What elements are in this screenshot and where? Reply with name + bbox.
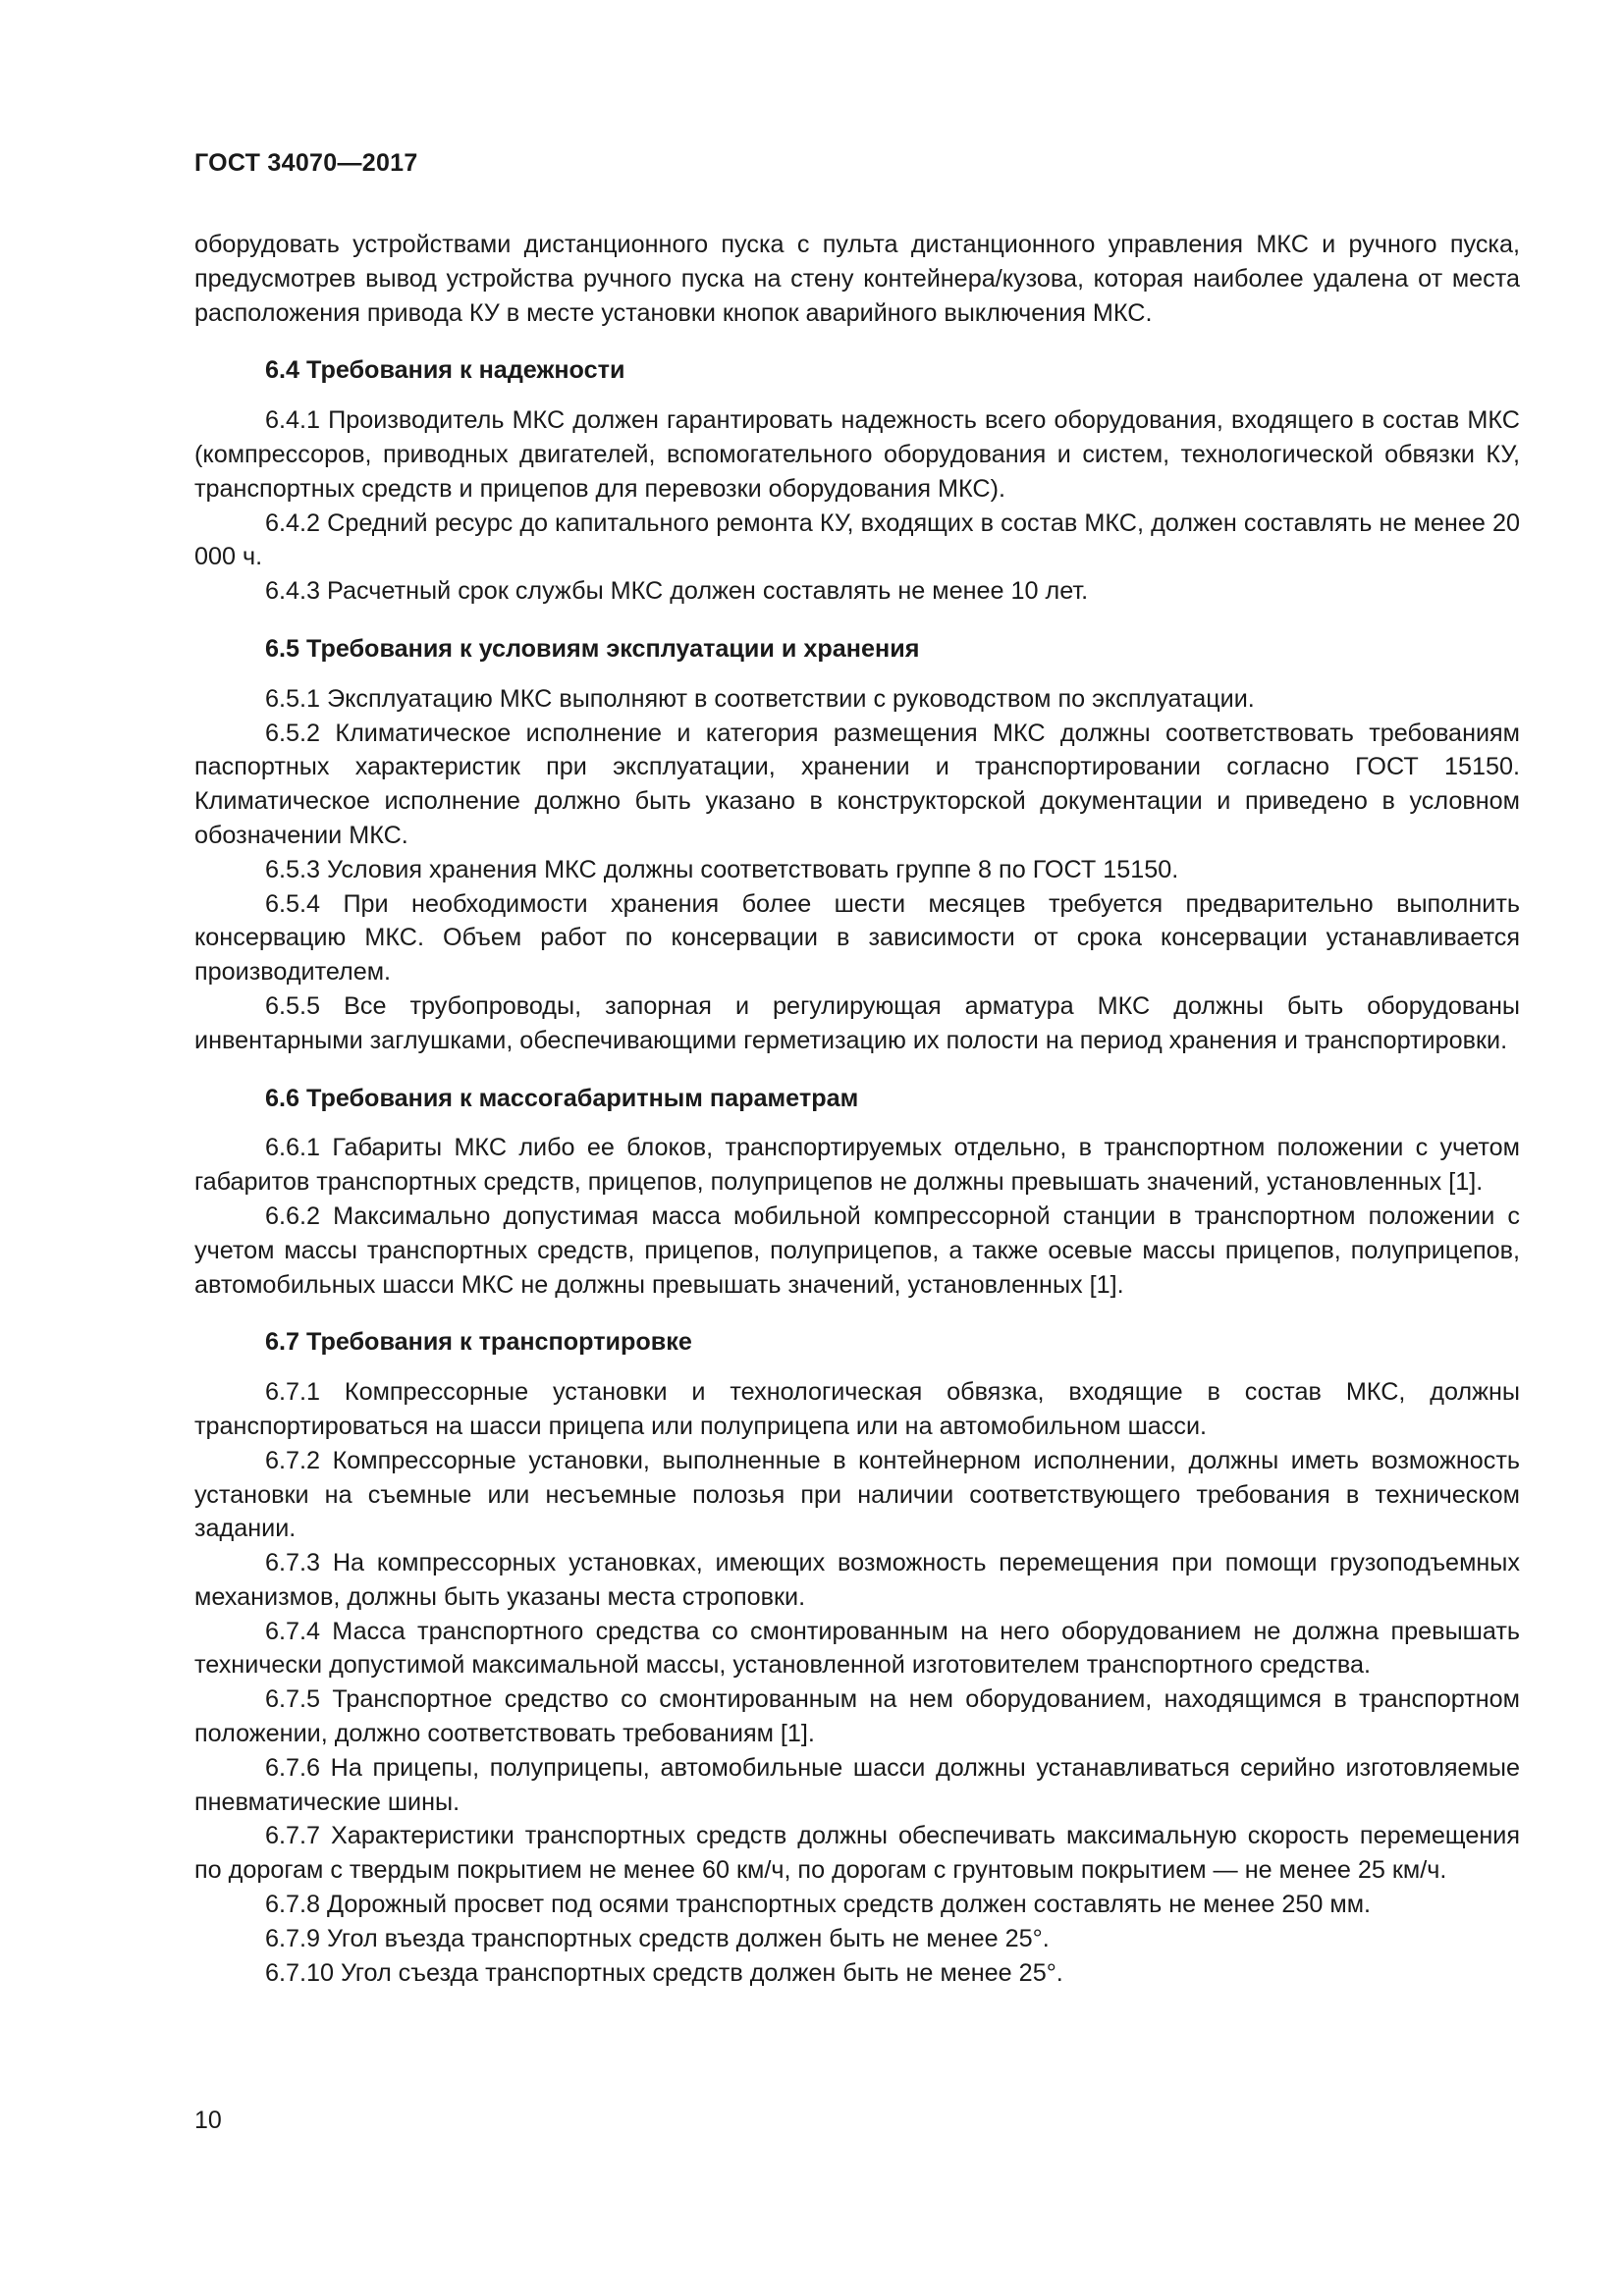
section-6-7 — [194, 1325, 1520, 1990]
paragraph-6-5-5: 6.5.5 Все трубопроводы, запорная и регулирующая арматура МКС должны быть оборудованы инвентарными заглушками, обеспечивающими герметизацию их полости на период хранения и транспортировки. — [194, 991, 1520, 1054]
paragraph-6-7-5: 6.7.5 Транспортное средство со смонтированным на нем оборудованием, находящимся в транспортном положении, должно соответствовать требованиям [1]. — [194, 1685, 1520, 1748]
paragraph-6-6-1: 6.6.1 Габариты МКС либо ее блоков, транспортируемых отдельно, в транспортном положении с учетом габаритов транспортных средств, прицепов, полуприцепов не должны превышать значений, установленных [1]. — [194, 1134, 1520, 1197]
paragraph-6-7-7: 6.7.7 Характеристики транспортных средств должны обеспечивать максимальную скорость перемещения по дорогам с твердым покрытием не менее 60 км/ч, по дорогам с грунтовым покрытием — не менее 25 км/ч. — [194, 1822, 1520, 1885]
paragraph-6-7-4: 6.7.4 Масса транспортного средства со смонтированным на него оборудованием не должна превышать технически допустимой максимальной массы, установленной изготовителем транспортного средства. — [194, 1617, 1520, 1680]
paragraph-6-7-1: 6.7.1 Компрессорные установки и технологическая обвязка, входящие в состав МКС, должны транспортироваться на шасси прицепа или полуприцепа или на автомобильном шасси. — [194, 1378, 1520, 1440]
paragraph-6-7-3: 6.7.3 На компрессорных установках, имеющих возможность перемещения при помощи грузоподъемных механизмов, должны быть указаны места строповки. — [194, 1549, 1520, 1611]
paragraph-6-4-2: 6.4.2 Средний ресурс до капитального ремонта КУ, входящих в состав МКС, должен составлять не менее 20 000 ч. — [194, 508, 1520, 571]
paragraph-6-4-1: 6.4.1 Производитель МКС должен гарантировать надежность всего оборудования, входящего в состав МКС (компрессоров, приводных двигателей, вспомогательного оборудования и систем, технологической обвязки КУ, транспортных средств и прицепов для перевозки оборудования МКС). — [194, 406, 1520, 503]
section-heading-6-7: 6.7 Требования к транспортировке — [265, 1328, 692, 1357]
paragraph-6-7-9: 6.7.9 Угол въезда транспортных средств должен быть не менее 25°. — [265, 1924, 1050, 1952]
paragraph-6-4-3: 6.4.3 Расчетный срок службы МКС должен составлять не менее 10 лет. — [265, 577, 1089, 606]
section-6-4 — [194, 353, 1520, 609]
paragraph-6-5-2: 6.5.2 Климатическое исполнение и категория размещения МКС должны соответствовать требованиям паспортных характеристик при эксплуатации, хранении и транспортировании согласно ГОСТ 15150. Климатическое исполнение должно быть указано в конструкторской документации и приведено в условном обозначении МКС. — [194, 719, 1520, 849]
document-body — [194, 228, 1520, 1990]
document-header: ГОСТ 34070—2017 — [194, 149, 418, 177]
section-6-5 — [194, 632, 1520, 1058]
section-heading-6-6: 6.6 Требования к массогабаритным параметрам — [265, 1084, 859, 1112]
page-number: 10 — [194, 2107, 222, 2134]
intro-paragraph: оборудовать устройствами дистанционного пуска с пульта дистанционного управления МКС и ручного пуска, предусмотрев вывод устройства ручного пуска на стену контейнера/кузова, которая наиболее удалена от места расположения привода КУ в месте установки кнопок аварийного выключения МКС. — [194, 231, 1520, 327]
paragraph-6-7-10: 6.7.10 Угол съезда транспортных средств должен быть не менее 25°. — [265, 1958, 1063, 1987]
paragraph-6-7-6: 6.7.6 На прицепы, полуприцепы, автомобильные шасси должны устанавливаться серийно изготовляемые пневматические шины. — [194, 1753, 1520, 1816]
paragraph-6-7-2: 6.7.2 Компрессорные установки, выполненные в контейнерном исполнении, должны иметь возможность установки на съемные или несъемные полозья при наличии соответствующего требования в техническом задании. — [194, 1446, 1520, 1543]
paragraph-6-7-8: 6.7.8 Дорожный просвет под осями транспортных средств должен составлять не менее 250 мм. — [265, 1891, 1372, 1919]
section-heading-6-4: 6.4 Требования к надежности — [265, 356, 625, 385]
paragraph-6-5-1: 6.5.1 Эксплуатацию МКС выполняют в соответствии с руководством по эксплуатации. — [265, 684, 1255, 713]
paragraph-6-5-4: 6.5.4 При необходимости хранения более шести месяцев требуется предварительно выполнить консервацию МКС. Объем работ по консервации в зависимости от срока консервации устанавливается производителем. — [194, 889, 1520, 987]
section-6-6 — [194, 1082, 1520, 1303]
section-heading-6-5: 6.5 Требования к условиям эксплуатации и хранения — [265, 634, 920, 663]
paragraph-6-5-3: 6.5.3 Условия хранения МКС должны соответствовать группе 8 по ГОСТ 15150. — [265, 855, 1179, 883]
paragraph-6-6-2: 6.6.2 Максимально допустимая масса мобильной компрессорной станции в транспортном положении с учетом массы транспортных средств, прицепов, полуприцепов, а также осевые массы прицепов, полуприцепов, автомобильных шасси МКС не должны превышать значений, установленных [1]. — [194, 1201, 1520, 1299]
